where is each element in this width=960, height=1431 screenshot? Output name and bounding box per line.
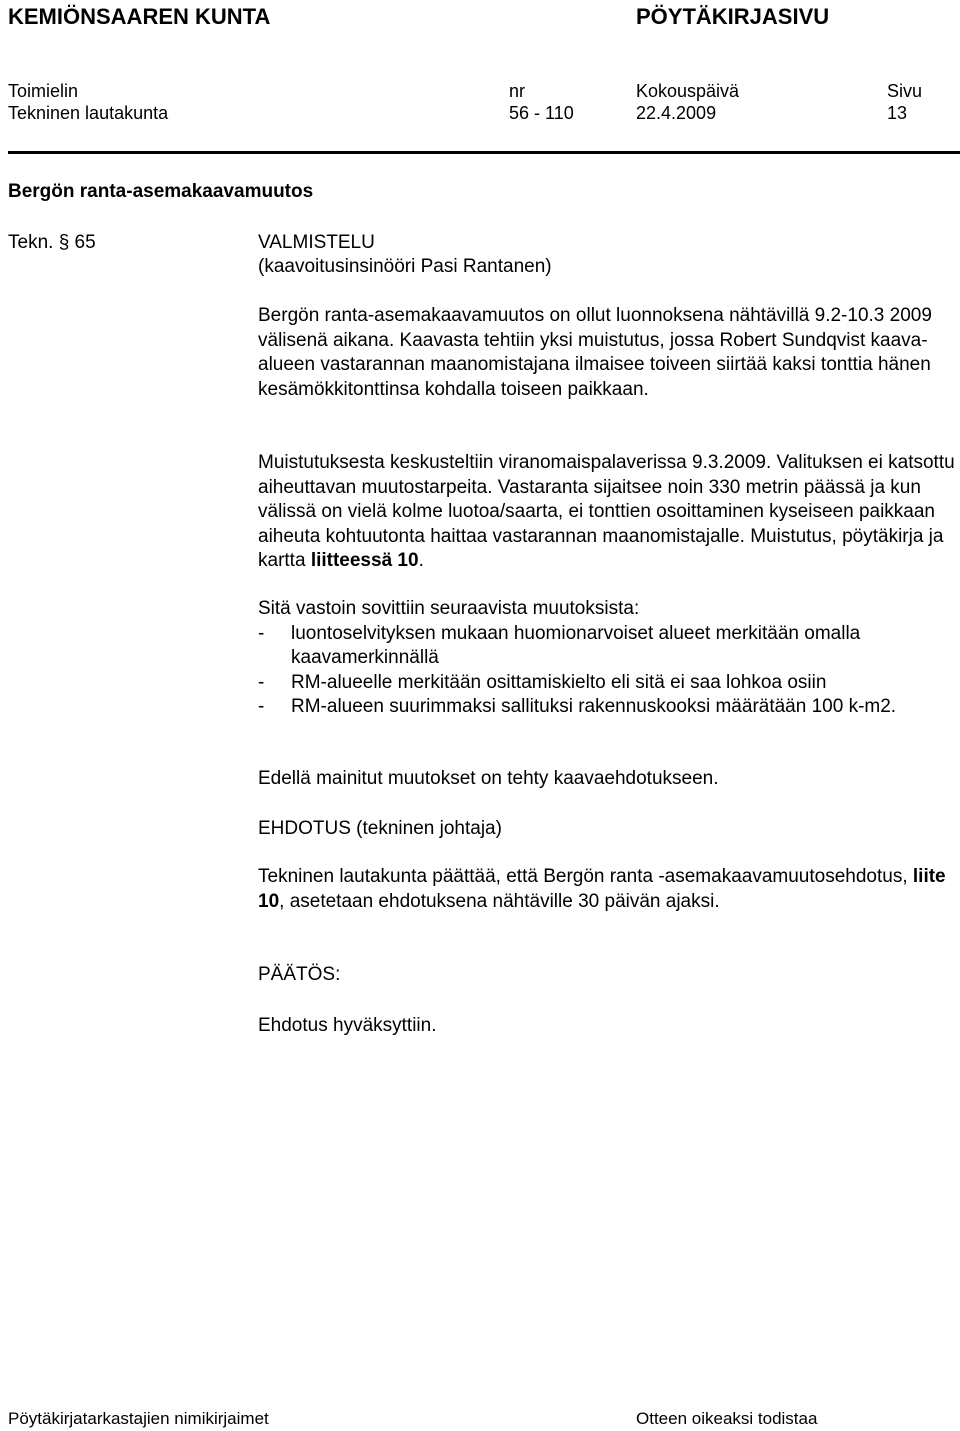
document-type-title: PÖYTÄKIRJASIVU <box>636 4 830 29</box>
changes-section <box>258 597 960 720</box>
body-paragraph-1 <box>258 304 960 402</box>
value-body: Tekninen lautakunta <box>8 103 169 123</box>
list-item-text: luontoselvityksen mukaan huomionarvoiset alueet merkitään omalla kaavamerkinnällä <box>291 622 861 668</box>
label-body: Toimielin <box>8 81 79 101</box>
list-item <box>258 622 960 671</box>
value-page: 13 <box>887 103 908 123</box>
list-dash: - <box>258 671 265 693</box>
list-dash: - <box>258 696 265 717</box>
proposal-attachment: liite 10 <box>258 866 946 912</box>
list-dash: - <box>258 622 265 644</box>
list-item-text: RM-alueelle merkitään osittamiskielto eli sitä ei saa lohkoa osiin <box>291 671 827 693</box>
list-item <box>258 695 960 720</box>
preparation-heading: VALMISTELU <box>258 232 375 253</box>
footer-certification-label: Otteen oikeaksi todistaa <box>636 1409 818 1428</box>
value-meeting-date: 22.4.2009 <box>636 103 717 123</box>
proposal-paragraph <box>258 865 948 914</box>
proposal-section <box>258 865 948 914</box>
item-reference: Tekn. § 65 <box>8 232 96 253</box>
label-page: Sivu <box>887 81 923 101</box>
attachment-reference: liitteessä 10 <box>310 550 419 571</box>
body-paragraph-2 <box>258 451 960 574</box>
decision-heading: PÄÄTÖS: <box>258 964 341 985</box>
list-item-text: RM-alueen suurimmaksi sallituksi rakennuskooksi määrätään 100 k-m2. <box>291 696 897 717</box>
section-title: Bergön ranta-asemakaavamuutos <box>8 181 314 202</box>
label-meeting-date: Kokouspäivä <box>636 81 740 101</box>
changes-intro: Sitä vastoin sovittiin seuraavista muutoksista: <box>258 598 640 619</box>
header-divider <box>8 151 960 154</box>
municipality-title: KEMIÖNSAAREN KUNTA <box>8 4 271 29</box>
value-number: 56 - 110 <box>509 103 574 123</box>
paragraph-2 <box>258 451 960 574</box>
decision-text: Ehdotus hyväksyttiin. <box>258 1015 437 1036</box>
changes-done-text: Edellä mainitut muutokset on tehty kaavaehdotukseen. <box>258 768 719 789</box>
list-item <box>258 671 960 696</box>
proposal-heading: EHDOTUS (tekninen johtaja) <box>258 818 502 839</box>
paragraph-1-text: Bergön ranta-asemakaavamuutos on ollut luonnoksena nähtävillä 9.2-10.3 2009 välisenä aikana. Kaavasta tehtiin yksi muistutus, jossa Robert Sundqvist kaava-alueen vastarannan maanomistajana ilmaisee toiveen siirtää kaksi tonttia hänen kesämökkitonttinsa kohdalla toiseen paikkaan. <box>258 305 932 400</box>
proposal-end: , asetetaan ehdotuksena nähtäville 30 päivän ajaksi. <box>279 890 720 912</box>
proposal-text: Tekninen lautakunta päättää, että Bergön ranta -asemakaavamuutosehdotus, <box>258 866 913 887</box>
preparer: (kaavoitusinsinööri Pasi Rantanen) <box>258 256 552 277</box>
footer-initials-label: Pöytäkirjatarkastajien nimikirjaimet <box>8 1409 269 1428</box>
paragraph-2-end: . <box>418 550 424 571</box>
changes-list <box>258 622 960 720</box>
label-number: nr <box>509 81 526 101</box>
paragraph-2-text: Muistutuksesta keskusteltiin viranomaispalaverissa 9.3.2009. Valituksen ei katsottu aiheuttavan muutostarpeita. Vastaranta sijaitsee noin 330 metrin päässä ja kun välissä on vielä kolme luotoa/saarta, ei tonttien osoittaminen kyseiseen paikkaan aiheuta kohtuutonta haittaa vastarannan maanomistajalle. Muistutus, pöytäkirja ja kartta <box>258 452 955 571</box>
